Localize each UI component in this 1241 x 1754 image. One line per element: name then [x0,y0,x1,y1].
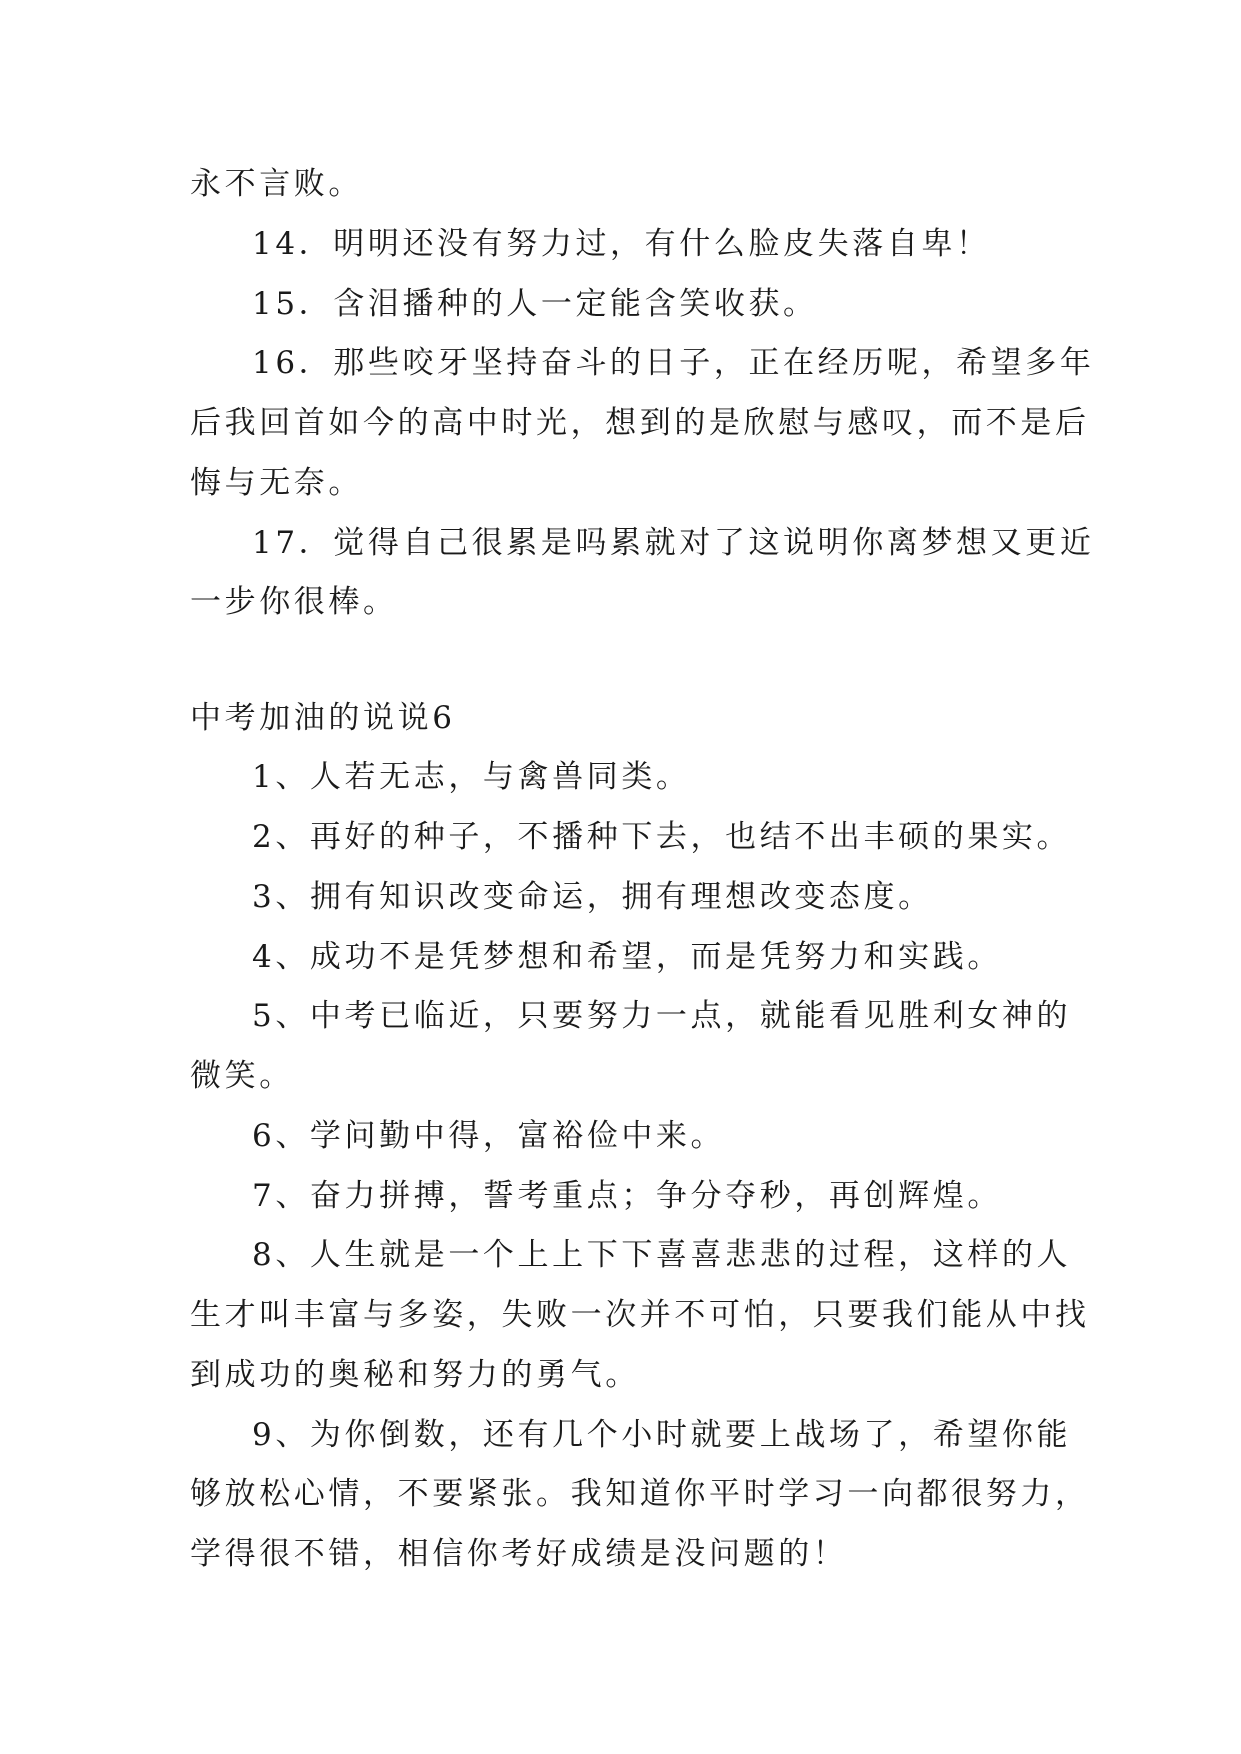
text-line: 7、奋力拼搏，誓考重点；争分夺秒，再创辉煌。 [252,1178,1002,1214]
text-line: 后我回首如今的高中时光，想到的是欣慰与感叹，而不是后 [190,405,1090,441]
text-line: 6、学问勤中得，富裕俭中来。 [252,1118,726,1154]
text-line: 生才叫丰富与多姿，失败一次并不可怕，只要我们能从中找 [190,1297,1090,1333]
text-line: 1、人若无志，与禽兽同类。 [252,759,691,795]
text-line: 4、成功不是凭梦想和希望，而是凭努力和实践。 [252,939,1002,975]
text-line: 5、中考已临近，只要努力一点，就能看见胜利女神的 [252,998,1072,1034]
text-line: 微笑。 [190,1058,294,1094]
section-heading: 中考加油的说说6 [190,700,456,736]
text-line: 16．那些咬牙坚持奋斗的日子，正在经历呢，希望多年 [252,345,1095,381]
text-line: 17．觉得自己很累是吗累就对了这说明你离梦想又更近 [252,525,1095,561]
text-line: 3、拥有知识改变命运，拥有理想改变态度。 [252,879,933,915]
text-line: 悔与无奈。 [190,465,363,501]
text-line: 15．含泪播种的人一定能含笑收获。 [252,286,818,322]
text-line: 14．明明还没有努力过，有什么脸皮失落自卑！ [252,226,991,262]
text-line: 永不言败。 [190,166,363,202]
text-line: 一步你很棒。 [190,584,398,620]
text-line: 8、人生就是一个上上下下喜喜悲悲的过程，这样的人 [252,1237,1072,1273]
text-line: 够放松心情，不要紧张。我知道你平时学习一向都很努力， [190,1476,1090,1512]
text-line: 2、再好的种子，不播种下去，也结不出丰硕的果实。 [252,819,1072,855]
text-line: 9、为你倒数，还有几个小时就要上战场了，希望你能 [252,1417,1072,1453]
text-line: 学得很不错，相信你考好成绩是没问题的！ [190,1536,848,1572]
text-line: 到成功的奥秘和努力的勇气。 [190,1357,640,1393]
